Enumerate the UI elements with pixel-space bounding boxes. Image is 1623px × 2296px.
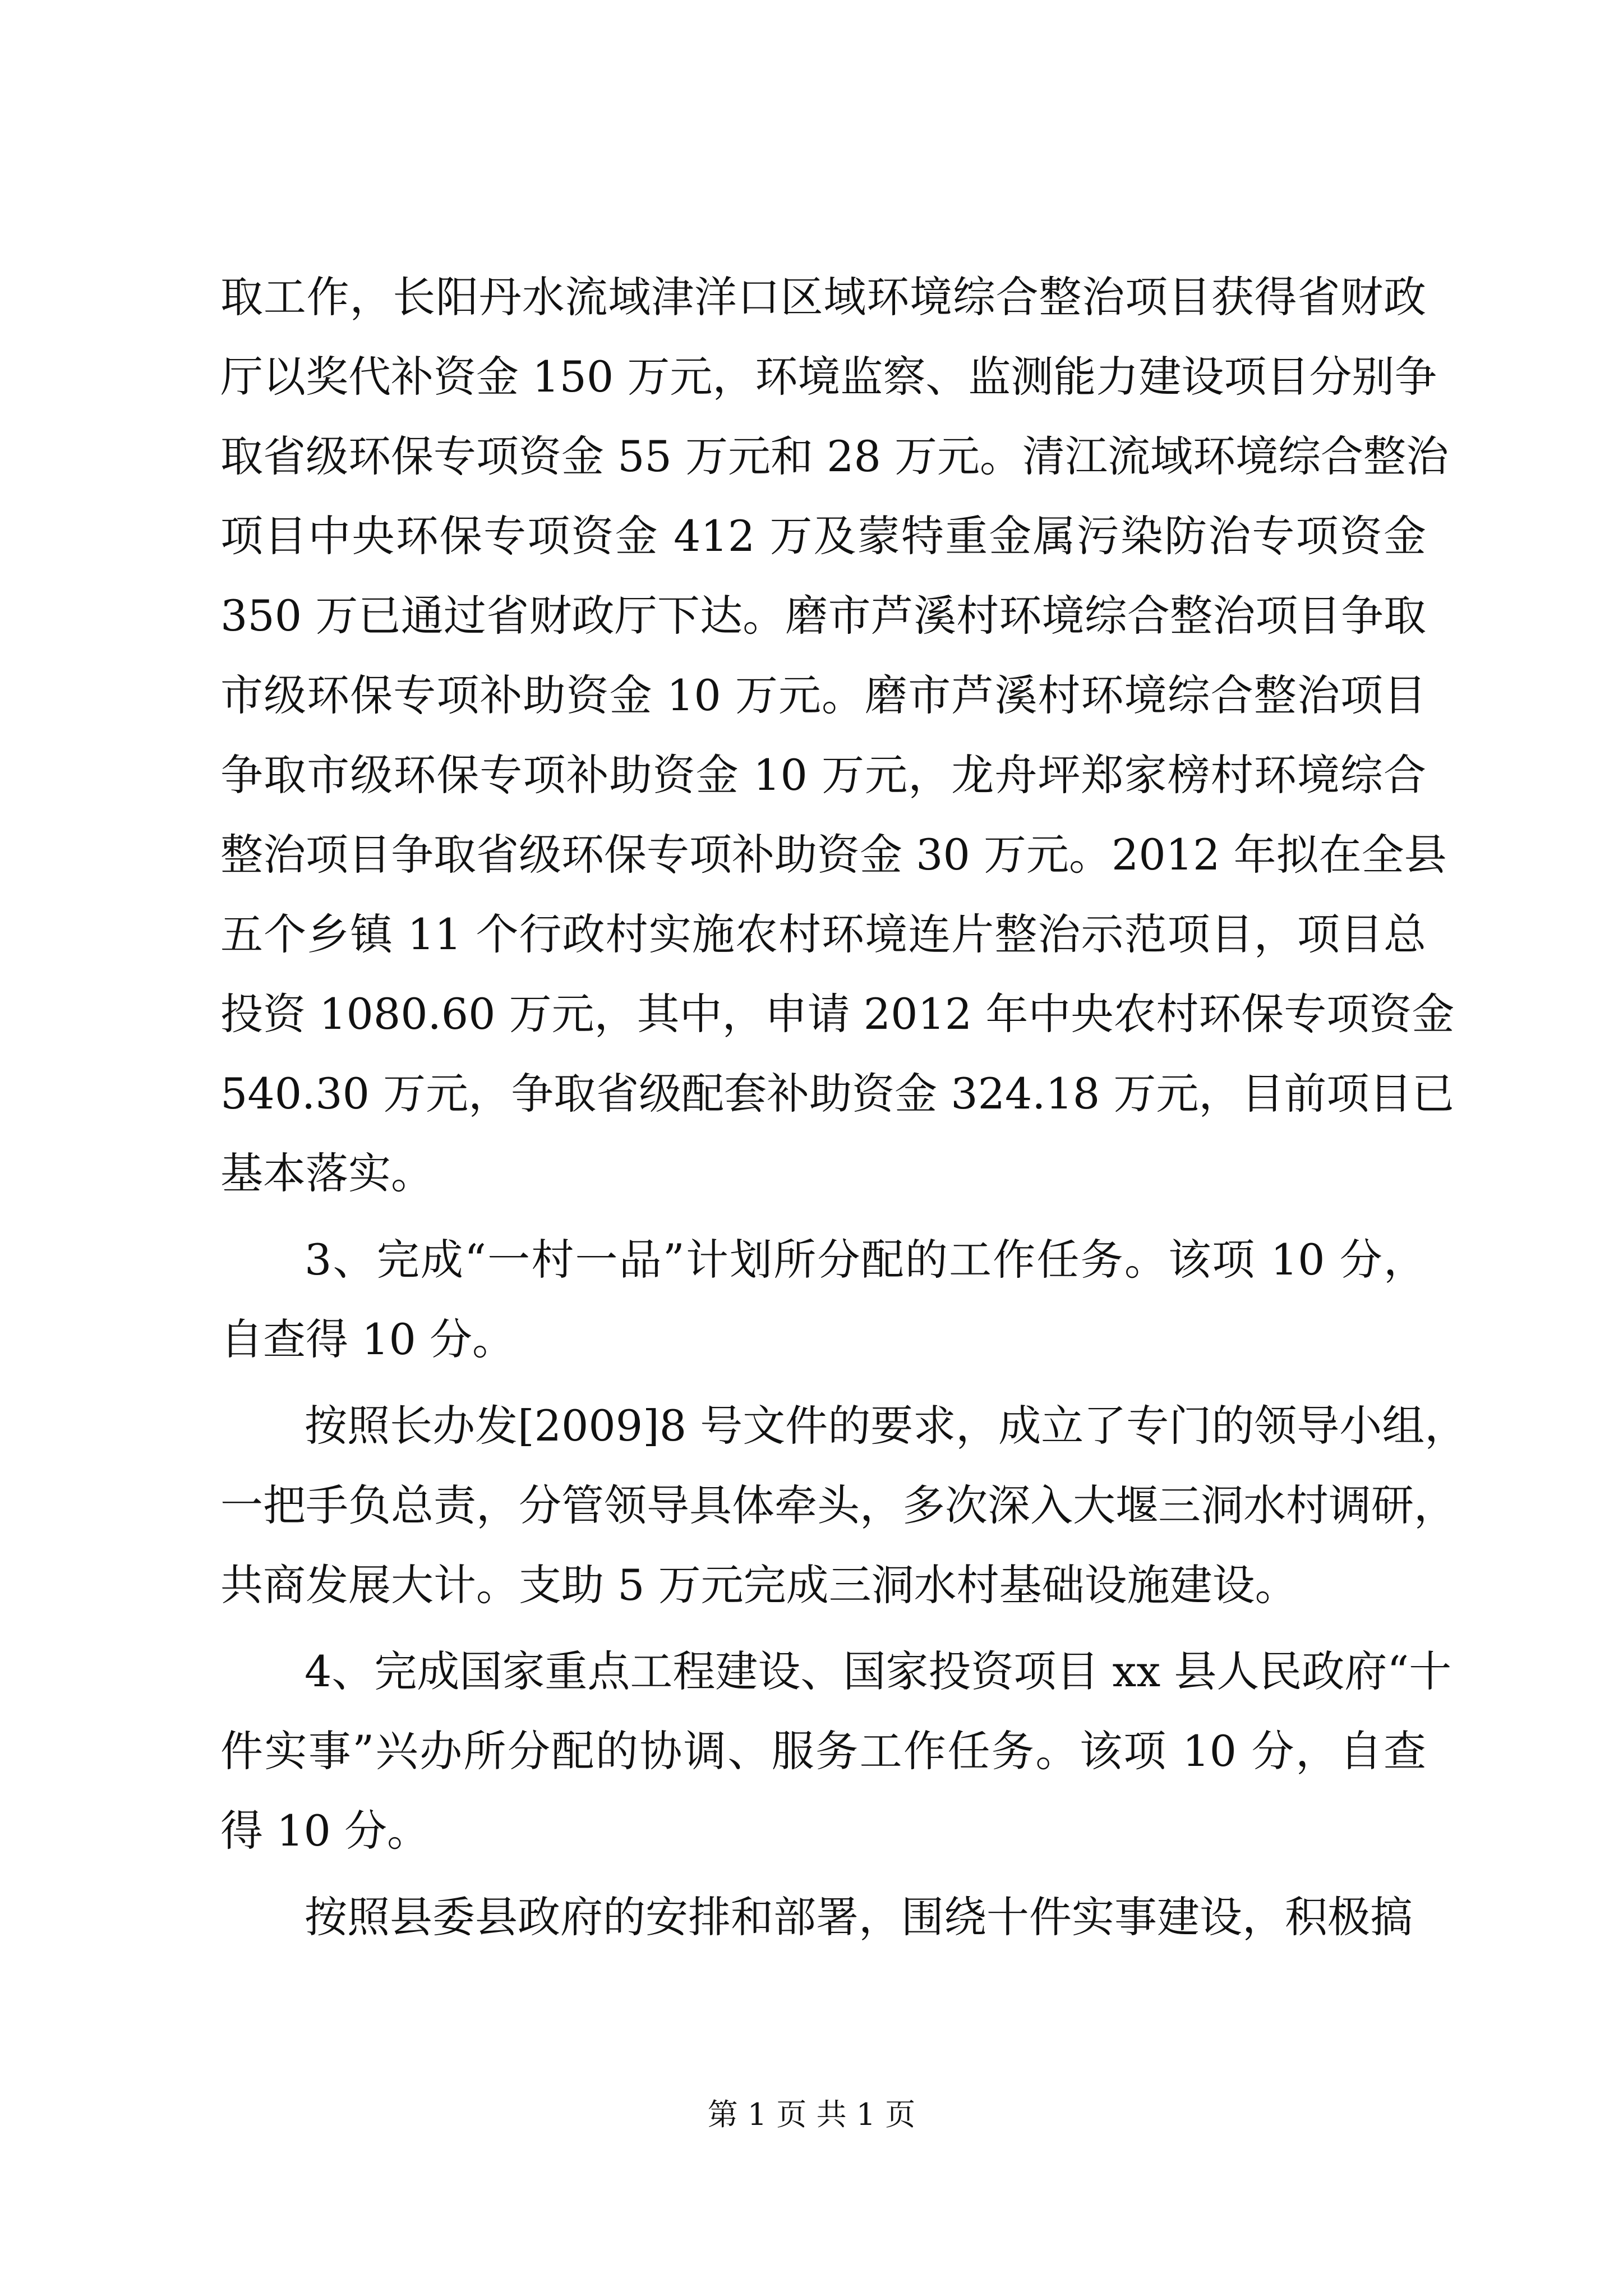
page-footer: 第 1 页 共 1 页	[707, 2097, 916, 2132]
text-line: 一把手负总责，分管领导具体牵头，多次深入大堰三洞水村调研，	[220, 1480, 1456, 1530]
text-line: 350 万已通过省财政厅下达。磨市芦溪村环境综合整治项目争取	[220, 591, 1426, 641]
text-line: 五个乡镇 11 个行政村实施农村环境连片整治示范项目，项目总	[220, 909, 1426, 959]
text-line: 厅以奖代补资金 150 万元，环境监察、监测能力建设项目分别争	[220, 352, 1437, 402]
text-line: 取工作，长阳丹水流域津洋口区域环境综合整治项目获得省财政	[220, 272, 1426, 322]
text-line: 自查得 10 分。	[220, 1314, 515, 1364]
section-heading: 3、完成“一村一品”计划所分配的工作任务。该项 10 分，	[305, 1235, 1426, 1285]
text-line: 共商发展大计。支助 5 万元完成三洞水村基础设施建设。	[220, 1560, 1298, 1610]
paragraph-start: 按照县委县政府的安排和部署，围绕十件实事建设，积极搞	[305, 1892, 1413, 1942]
text-line: 基本落实。	[220, 1148, 434, 1198]
text-line: 取省级环保专项资金 55 万元和 28 万元。清江流域环境综合整治	[220, 431, 1449, 481]
text-line: 得 10 分。	[220, 1806, 430, 1856]
text-line: 投资 1080.60 万元，其中，申请 2012 年中央农村环保专项资金	[220, 989, 1455, 1039]
text-line: 项目中央环保专项资金 412 万及蒙特重金属污染防治专项资金	[220, 511, 1426, 561]
text-line: 件实事”兴办所分配的协调、服务工作任务。该项 10 分，自查	[220, 1726, 1426, 1776]
section-heading: 4、完成国家重点工程建设、国家投资项目 xx 县人民政府“十	[305, 1646, 1452, 1696]
text-line: 争取市级环保专项补助资金 10 万元，龙舟坪郑家榜村环境综合	[220, 750, 1426, 800]
text-line: 整治项目争取省级环保专项补助资金 30 万元。2012 年拟在全县	[220, 830, 1447, 880]
text-line: 市级环保专项补助资金 10 万元。磨市芦溪村环境综合整治项目	[220, 670, 1426, 720]
text-line: 540.30 万元，争取省级配套补助资金 324.18 万元，目前项目已	[220, 1069, 1455, 1119]
paragraph-start: 按照长办发[2009]8 号文件的要求，成立了专门的领导小组，	[305, 1401, 1468, 1451]
